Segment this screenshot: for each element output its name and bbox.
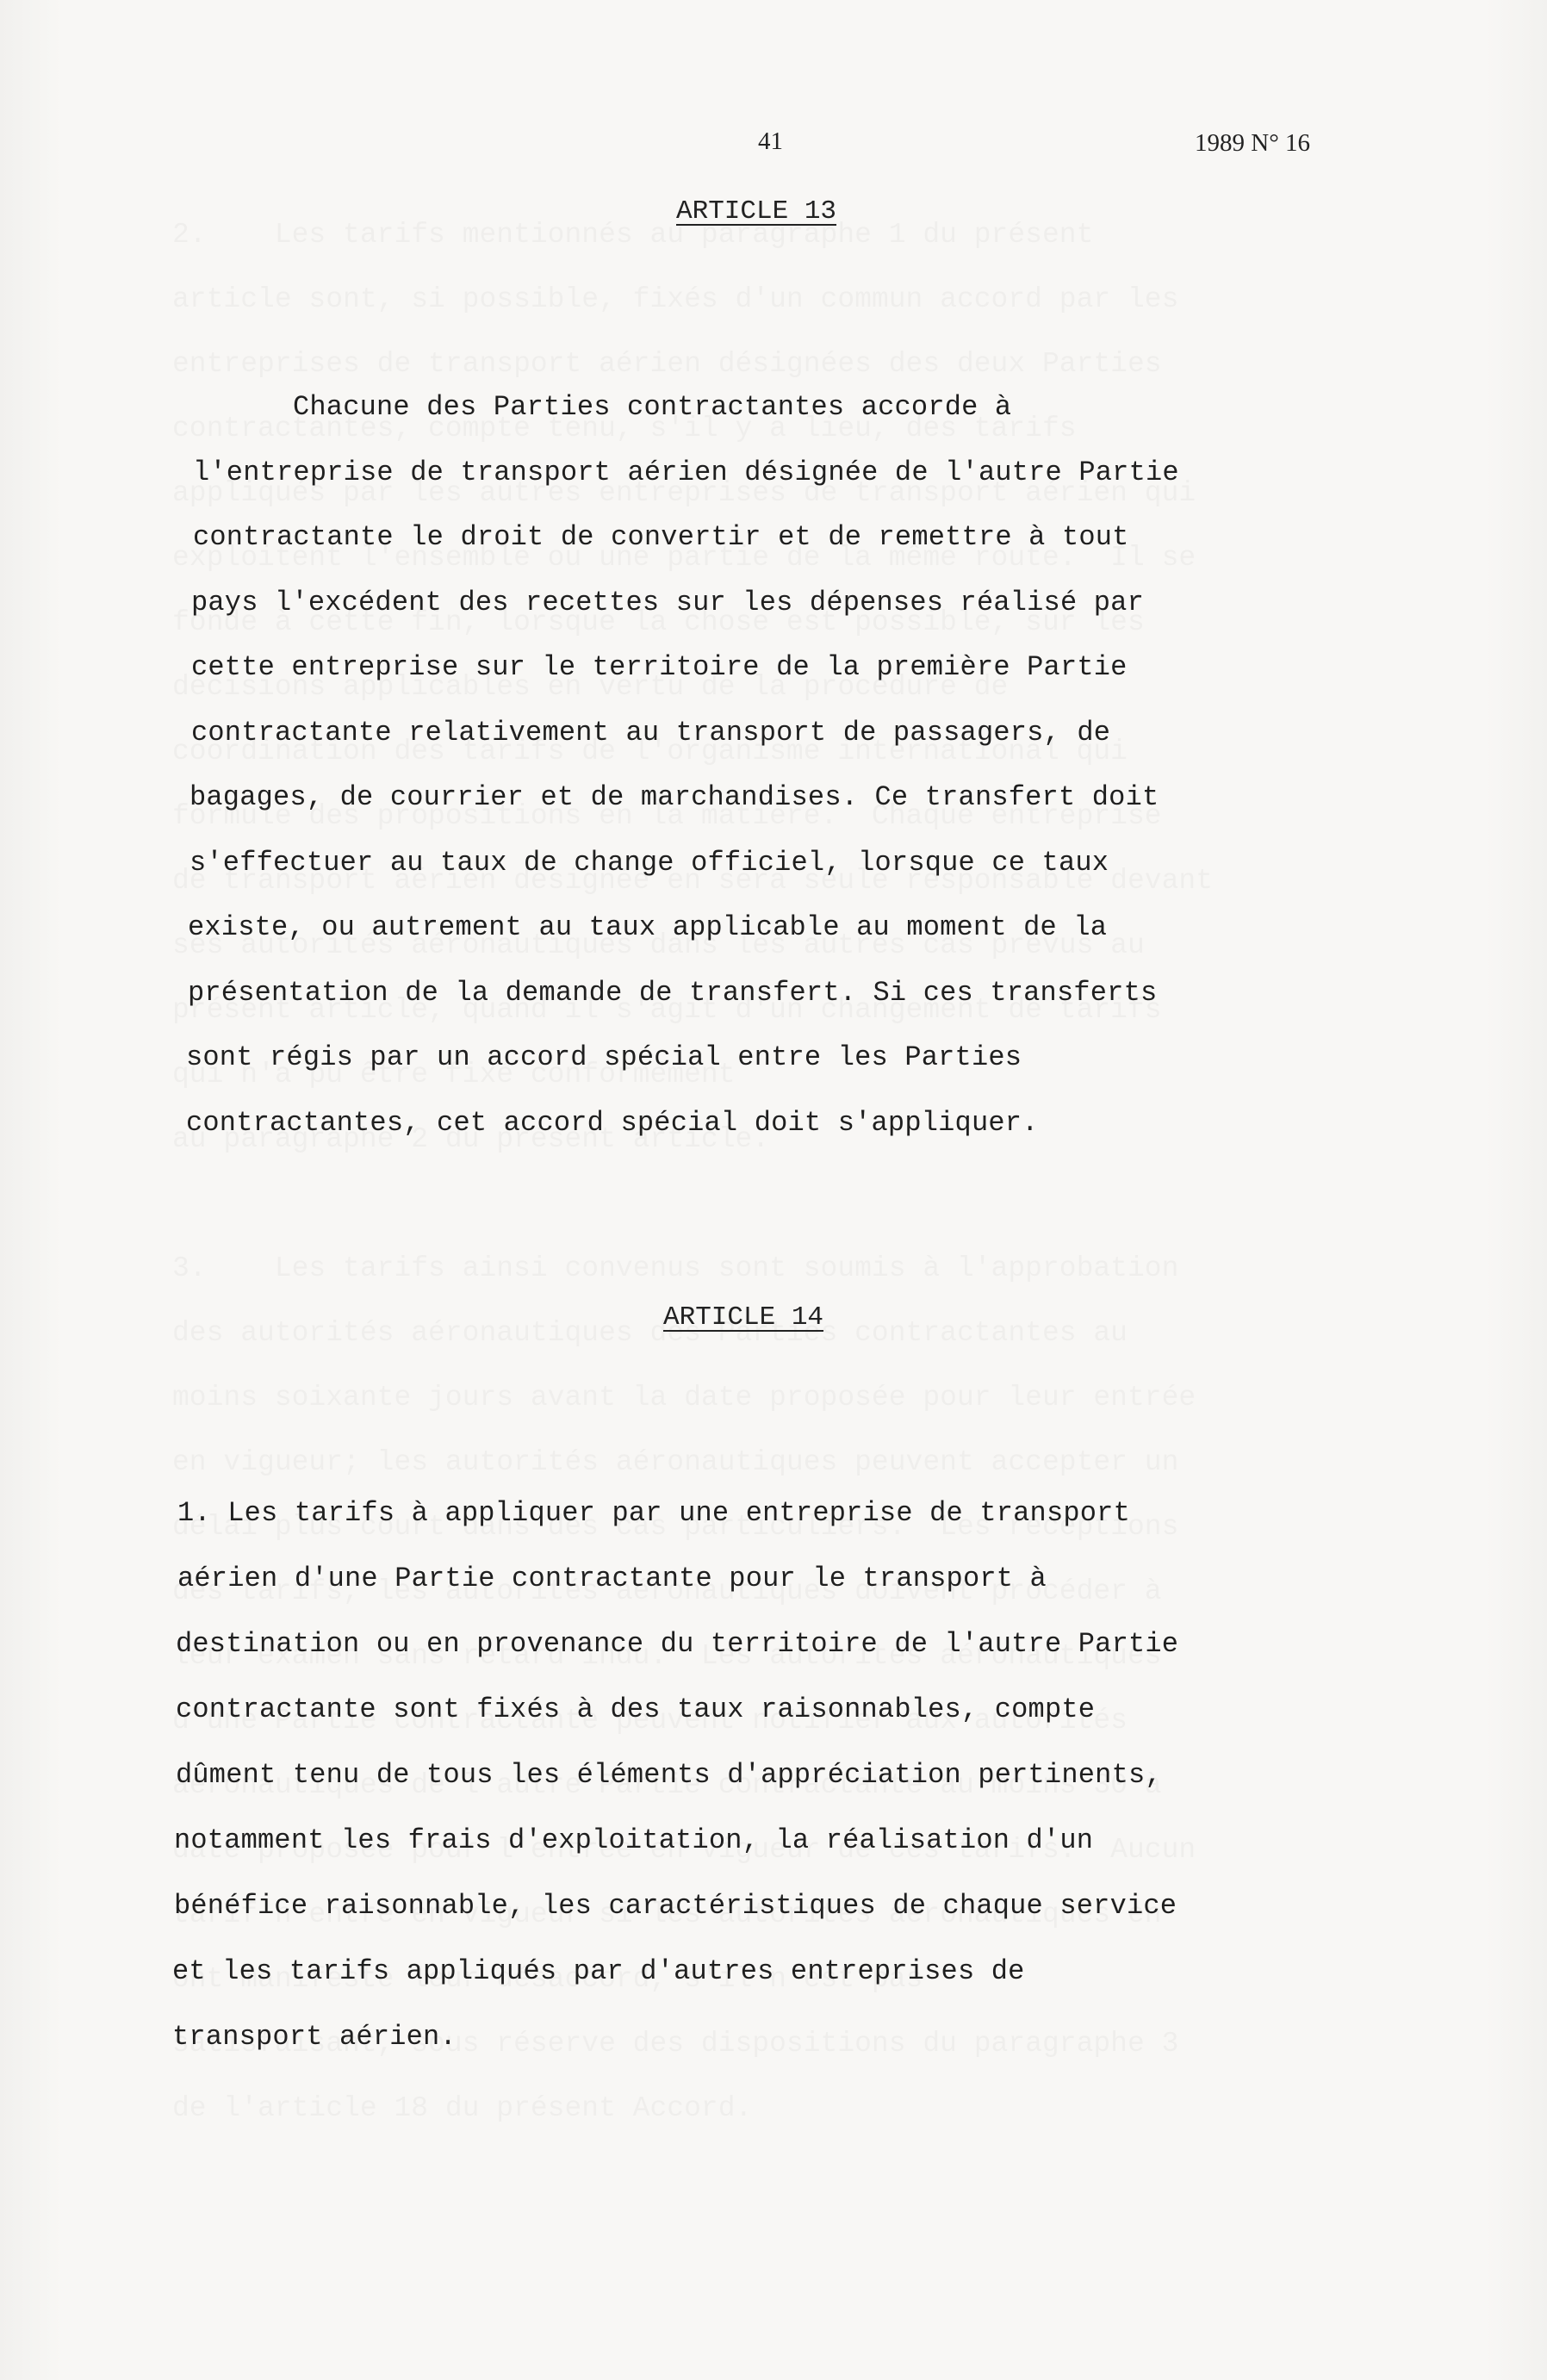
article-13-line: contractante relativement au transport de passagers, de [191, 717, 1111, 749]
article-13-line: l'entreprise de transport aérien désignée de l'autre Partie [193, 457, 1179, 488]
article-13-line: s'effectuer au taux de change officiel, lorsque ce taux [189, 847, 1109, 879]
article-14-line: transport aérien. [172, 2021, 457, 2053]
article-13-line: contractante le droit de convertir et de remettre à tout [193, 521, 1129, 553]
article-14-line: dûment tenu de tous les éléments d'appréciation pertinents, [176, 1759, 1162, 1791]
article-13-line: pays l'excédent des recettes sur les dépenses réalisé par [191, 587, 1144, 618]
article-14-line: 1. Les tarifs à appliquer par une entreprise de transport [177, 1497, 1130, 1529]
article-14-line: bénéfice raisonnable, les caractéristiques de chaque service [174, 1890, 1177, 1922]
article-14-line: notamment les frais d'exploitation, la réalisation d'un [174, 1824, 1094, 1856]
article-13-line: bagages, de courrier et de marchandises. Ce transfert doit [189, 781, 1159, 813]
article-13-line: Chacune des Parties contractantes accorde à [293, 391, 1012, 423]
page-number: 41 [758, 127, 783, 155]
article-13-line: contractantes, cet accord spécial doit s'appliquer. [186, 1107, 1039, 1139]
article-14-heading: ARTICLE 14 [663, 1302, 824, 1333]
article-14-line: destination ou en provenance du territoire de l'autre Partie [176, 1628, 1179, 1660]
article-13-line: présentation de la demande de transfert. Si ces transferts [188, 977, 1158, 1009]
article-13-line: cette entreprise sur le territoire de la première Partie [191, 651, 1128, 683]
article-14-line: et les tarifs appliqués par d'autres entreprises de [172, 1955, 1025, 1987]
article-13-heading: ARTICLE 13 [676, 196, 837, 227]
article-13-line: existe, ou autrement au taux applicable au moment de la [188, 911, 1108, 943]
document-reference: 1989 N° 16 [1195, 129, 1311, 157]
article-14-line: contractante sont fixés à des taux raisonnables, compte [176, 1693, 1096, 1725]
article-14-line: aérien d'une Partie contractante pour le transport à [177, 1563, 1047, 1594]
article-13-line: sont régis par un accord spécial entre les Parties [186, 1041, 1022, 1073]
